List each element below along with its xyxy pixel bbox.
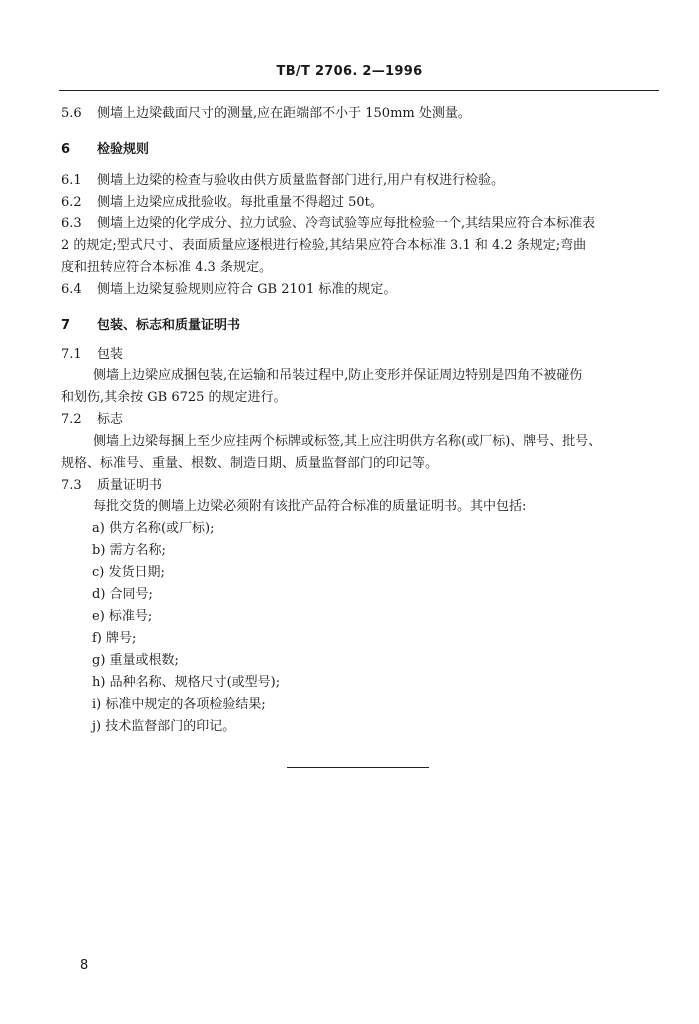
clause-6-1: [61, 172, 504, 190]
clause-7-3-title: [61, 477, 162, 495]
clause-7-3-intro: 每批交货的侧墙上边梁必须附有该批产品符合标准的质量证明书。其中包括:: [93, 499, 527, 514]
clause-6-3-line-3: 度和扭转应符合本标准 4.3 条规定。: [61, 260, 272, 275]
end-of-standard-rule: [287, 767, 429, 768]
clause-7-2-line-2: 规格、标准号、重量、根数、制造日期、质量监督部门的印记等。: [61, 456, 439, 471]
clause-text: 侧墙上边梁应成批验收。每批重量不得超过 50t。: [97, 195, 383, 210]
clause-7-1-line-2: 和划伤,其余按 GB 6725 的规定进行。: [61, 390, 287, 405]
list-item: a) 供方名称(或厂标);: [92, 521, 215, 536]
clause-number: 7.1: [61, 347, 82, 362]
clause-5-6: [61, 105, 471, 123]
clause-6-3: [61, 215, 595, 233]
clause-number: 6.1: [61, 173, 82, 188]
clause-number: 5.6: [61, 106, 82, 121]
section-7-heading: [61, 317, 240, 335]
page-number: 8: [80, 958, 89, 973]
list-item: f) 牌号;: [92, 631, 137, 646]
list-item: i) 标准中规定的各项检验结果;: [92, 697, 266, 712]
section-number: 7: [61, 318, 71, 333]
list-item: e) 标准号;: [92, 609, 153, 624]
list-item: h) 品种名称、规格尺寸(或型号);: [92, 675, 281, 690]
clause-7-2-title: [61, 411, 123, 429]
clause-6-2: [61, 194, 383, 212]
section-6-heading: [61, 141, 149, 159]
list-item: d) 合同号;: [92, 587, 153, 602]
clause-title: 质量证明书: [97, 478, 163, 493]
clause-title: 包装: [97, 347, 124, 362]
clause-number: 7.2: [61, 412, 82, 427]
clause-7-1-line-1: 侧墙上边梁应成捆包装,在运输和吊装过程中,防止变形并保证周边特别是四角不被碰伤: [93, 368, 583, 383]
clause-number: 6.4: [61, 282, 82, 297]
list-item: j) 技术监督部门的印记。: [92, 719, 236, 734]
clause-number: 6.3: [61, 216, 82, 231]
header-divider: [59, 90, 659, 91]
clause-6-4: [61, 281, 396, 299]
clause-title: 标志: [97, 412, 124, 427]
clause-number: 7.3: [61, 478, 82, 493]
list-item: b) 需方名称;: [92, 543, 166, 558]
clause-number: 6.2: [61, 195, 82, 210]
clause-text: 侧墙上边梁的检查与验收由供方质量监督部门进行,用户有权进行检验。: [97, 173, 505, 188]
clause-text-line-1: 侧墙上边梁的化学成分、拉力试验、冷弯试验等应每批检验一个,其结果应符合本标准表: [97, 216, 596, 231]
clause-text: 侧墙上边梁复验规则应符合 GB 2101 标准的规定。: [97, 282, 397, 297]
list-item: g) 重量或根数;: [92, 653, 179, 668]
clause-7-2-line-1: 侧墙上边梁每捆上至少应挂两个标牌或标签,其上应注明供方名称(或厂标)、牌号、批号、: [93, 434, 602, 449]
section-number: 6: [61, 142, 71, 157]
clause-7-1-title: [61, 346, 123, 364]
standard-number-header: TB/T 2706. 2—1996: [276, 64, 423, 79]
clause-text: 侧墙上边梁截面尺寸的测量,应在距端部不小于 150mm 处测量。: [97, 106, 471, 121]
list-item: c) 发货日期;: [92, 565, 165, 580]
section-title: 包装、标志和质量证明书: [97, 318, 241, 333]
clause-6-3-line-2: 2 的规定;型式尺寸、表面质量应逐根进行检验,其结果应符合本标准 3.1 和 4.2 条规定;弯曲: [61, 238, 587, 253]
section-title: 检验规则: [97, 142, 150, 157]
